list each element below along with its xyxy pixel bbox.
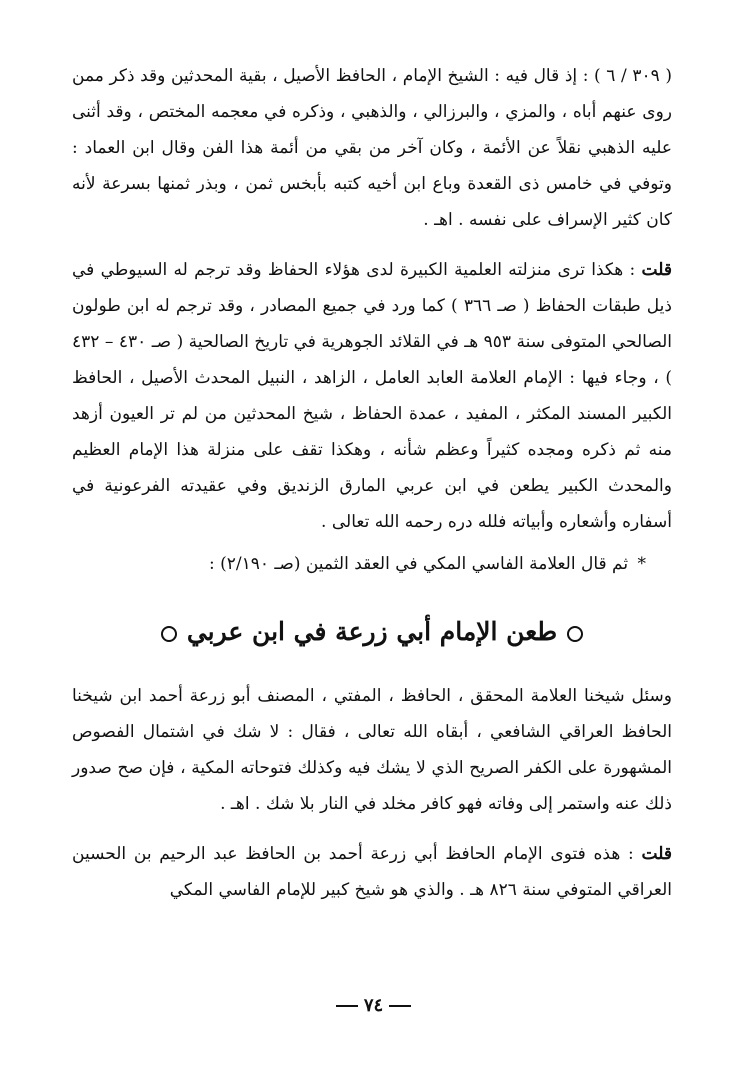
paragraph-fatwa: وسئل شيخنا العلامة المحقق ، الحافظ ، المفتي ، المصنف أبو زرعة أحمد ابن شيخنا الحافظ العراقي الشافعي ، أبقاه الله تعالى ، فقال : لا شك في اشتمال الفصوص المشهورة على الكفر الصريح الذي لا يشك فيه وكذلك فتوحاته المكية ، فإن صح صدور ذلك عنه واستمر إلى وفاته فهو كافر مخلد في النار بلا شك . اهـ .: [72, 686, 672, 814]
qult-label: قلت: [641, 844, 672, 864]
circle-icon: [567, 626, 583, 642]
note-text: ثم قال العلامة الفاسي المكي في العقد الثمين (صـ ٢/١٩٠) :: [208, 554, 629, 574]
quote-note: [72, 546, 672, 582]
dash-left: [389, 1005, 411, 1007]
qult-label: قلت: [641, 260, 672, 280]
page-number: ٧٤: [363, 995, 384, 1016]
paragraph-qult-1: [72, 252, 672, 540]
heading-text: طعن الإمام أبي زرعة في ابن عربي: [186, 617, 558, 646]
paragraph-text: : هكذا ترى منزلته العلمية الكبيرة لدى هؤلاء الحفاظ وقد ترجم له السيوطي في ذيل طبقات الحفاظ ( صـ ٣٦٦ ) كما ورد في جميع المصادر ، وقد ترجم له ابن طولون الصالحي المتوفى سنة ٩٥٣ هـ في القلائد الجوهرية في تاريخ الصالحية ( صـ ٤٣٠ – ٤٣٢ ) ، وجاء فيها : الإمام العلامة العابد العامل ، الزاهد ، النبيل المحدث الأصيل ، الحافظ الكبير المسند المكثر ، المفيد ، عمدة الحفاظ ، شيخ المحدثين من لم تر العيون أزهد منه ثم ذكره ومجده كثيراً وعظم شأنه ، وهكذا تقف على منزلة هذا الإمام العظيم والمحدث الكبير يطعن في ابن عربي المارق الزنديق وفي عقيدته الفرعونية في أسفاره وأشعاره وأبياته فلله دره رحمه الله تعالى .: [72, 260, 672, 532]
asterisk-icon: *: [637, 554, 646, 574]
dash-right: [336, 1005, 358, 1007]
section-heading: [72, 608, 672, 656]
paragraph-qult-2: [72, 836, 672, 908]
paragraph-text: : هذه فتوى الإمام الحافظ أبي زرعة أحمد بن الحافظ عبد الرحيم بن الحسين العراقي المتوفي سنة ٨٢٦ هـ . والذي هو شيخ كبير للإمام الفاسي المكي: [72, 844, 672, 900]
circle-icon: [161, 626, 177, 642]
page-footer: [0, 995, 747, 1016]
page-body: [72, 58, 672, 908]
paragraph-biography: ( ٣٠٩ / ٦ ) : إذ قال فيه : الشيخ الإمام ، الحافظ الأصيل ، بقية المحدثين وقد ذكر ممن روى عنهم أباه ، والمزي ، والبرزالي ، والذهبي ، وذكره في معجمه المختص ، وقد أثنى عليه الذهبي نقلاً عن الأئمة ، وكان آخر من بقي من أئمة هذا الفن وقال ابن العماد : وتوفي في خامس ذى القعدة وباع ابن أخيه كتبه بأبخس ثمن ، وبذر ثمنها بسرعة لأنه كان كثير الإسراف على نفسه . اهـ .: [72, 66, 673, 230]
